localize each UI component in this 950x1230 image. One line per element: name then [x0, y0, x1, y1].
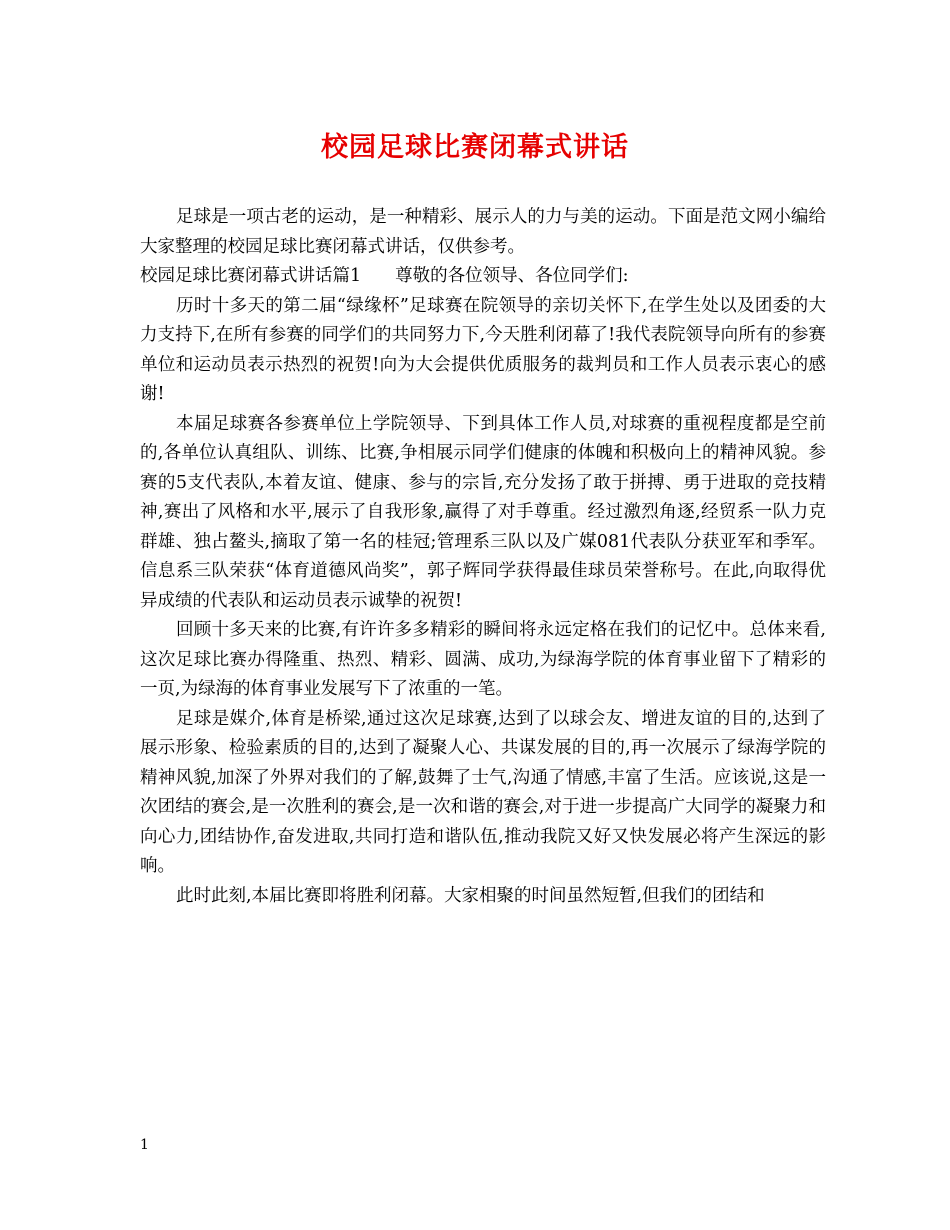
intro-paragraph: 足球是一项古老的运动，是一种精彩、展示人的力与美的运动。下面是范文网小编给大家整理的校园足球比赛闭幕式讲话，仅供参考。: [140, 207, 826, 257]
document-title: 校园足球比赛闭幕式讲话: [321, 132, 629, 163]
body-paragraph: 此时此刻,本届比赛即将胜利闭幕。大家相聚的时间虽然短暂,但我们的团结和: [176, 885, 765, 906]
body-paragraph: 历时十多天的第二届“绿缘杯”足球赛在院领导的亲切关怀下,在学生处以及团委的大力支持下,在所有参赛的同学们的共同努力下,今天胜利闭幕了!我代表院领导向所有的参赛单位和运动员表示热烈的祝贺!向为大会提供优质服务的裁判员和工作人员表示衷心的感谢!: [140, 295, 826, 404]
body-paragraph: 足球是媒介,体育是桥梁,通过这次足球赛,达到了以球会友、增进友谊的目的,达到了展示形象、检验素质的目的,达到了凝聚人心、共谋发展的目的,再一次展示了绿海学院的精神风貌,加深了外界对我们的了解,鼓舞了士气,沟通了情感,丰富了生活。应该说,这是一次团结的赛会,是一次胜利的赛会,是一次和谐的赛会,对于进一步提高广大同学的凝聚力和向心力,团结协作,奋发进取,共同打造和谐队伍,推动我院又好又快发展必将产生深远的影响。: [140, 708, 826, 876]
body-paragraph: 回顾十多天来的比赛,有许许多多精彩的瞬间将永远定格在我们的记忆中。总体来看,这次足球比赛办得隆重、热烈、精彩、圆满、成功,为绿海学院的体育事业留下了精彩的一页,为绿海的体育事业发展写下了浓重的一笔。: [140, 620, 826, 699]
section-heading-line: [140, 262, 826, 292]
body-paragraph: 本届足球赛各参赛单位上学院领导、下到具体工作人员,对球赛的重视程度都是空前的,各单位认真组队、训练、比赛,争相展示同学们健康的体魄和积极向上的精神风貌。参赛的5支代表队,本着友谊、健康、参与的宗旨,充分发扬了敢于拼搏、勇于进取的竞技精神,赛出了风格和水平,展示了自我形象,赢得了对手尊重。经过激烈角逐,经贸系一队力克群雄、独占鳌头,摘取了第一名的桂冠;管理系三队以及广媒081代表队分获亚军和季军。信息系三队荣获“体育道德风尚奖”，郭子辉同学获得最佳球员荣誉称号。在此,向取得优异成绩的代表队和运动员表示诚挚的祝贺!: [140, 413, 826, 611]
document-body: [140, 203, 826, 911]
section-heading: 校园足球比赛闭幕式讲话篇1: [140, 266, 362, 286]
page-number: 1: [140, 1137, 149, 1153]
salutation: 尊敬的各位领导、各位同学们:: [395, 266, 629, 286]
